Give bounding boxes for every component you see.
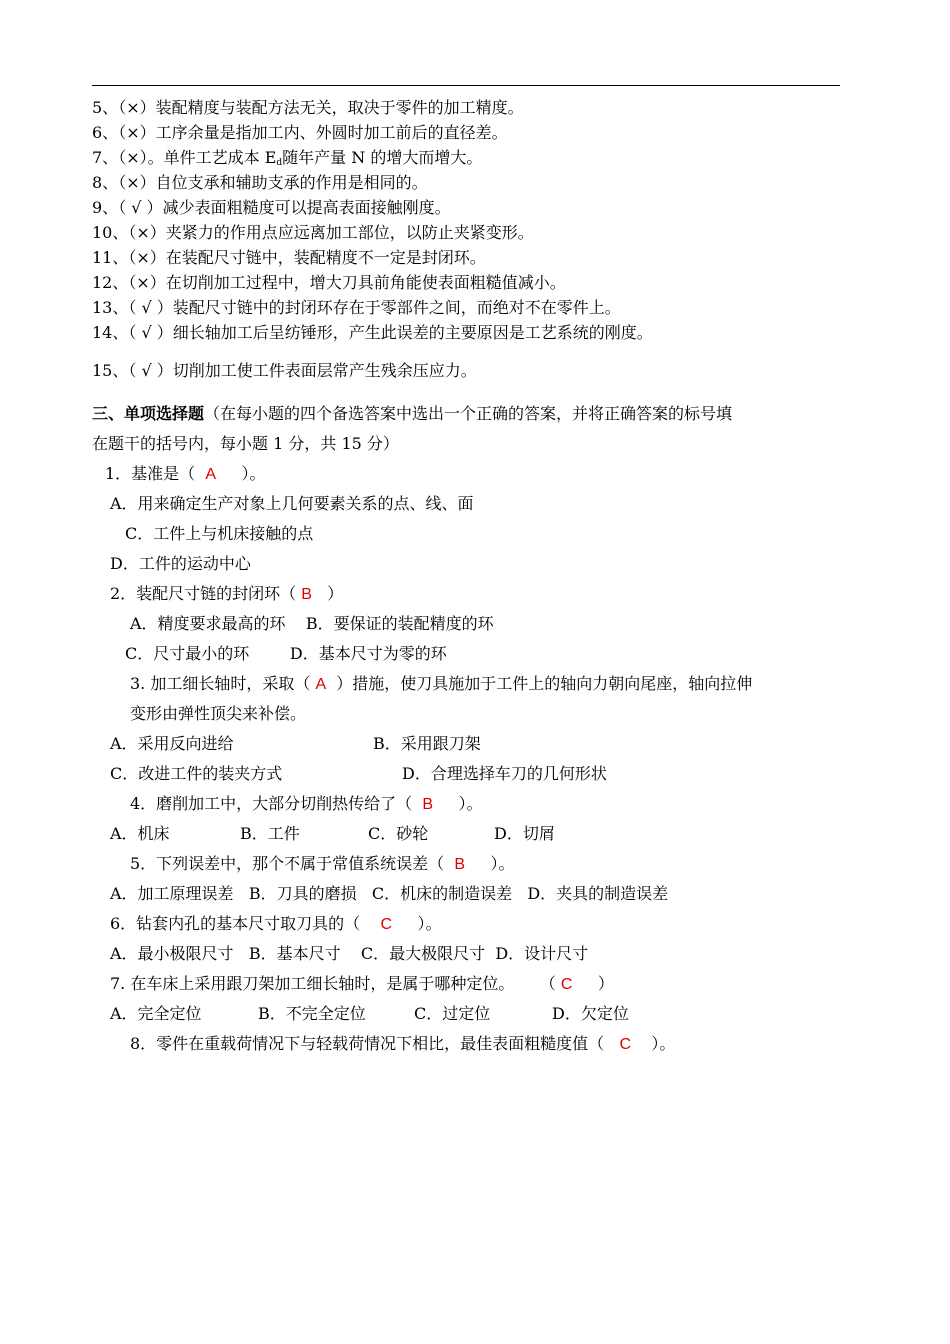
question-1: 1．基准是（ A ）。 xyxy=(105,464,266,483)
tf-item-9: 9、（ √ ）减少表面粗糙度可以提高表面接触刚度。 xyxy=(92,198,451,217)
q1-option-c: C．工件上与机床接触的点 xyxy=(125,524,314,543)
q2-options-cd: C．尺寸最小的环 D．基本尺寸为零的环 xyxy=(125,644,447,663)
question-3: 3. 加工细长轴时，采取（ A ）措施，使刀具施加于工件上的轴向力朝向尾座，轴向拉伸 xyxy=(130,674,753,693)
section-3-instructions: （在每小题的四个备选答案中选出一个正确的答案，并将正确答案的标号填 xyxy=(204,404,733,423)
q2-options-ab: A．精度要求最高的环 B．要保证的装配精度的环 xyxy=(130,614,494,633)
tf-item-13: 13、（ √ ）装配尺寸链中的封闭环存在于零部件之间，而绝对不在零件上。 xyxy=(92,298,621,317)
question-7: 7. 在车床上采用跟刀架加工细长轴时，是属于哪种定位。 （ C ） xyxy=(110,974,614,993)
tf-item-15: 15、（ √ ）切削加工使工件表面层常产生残余压应力。 xyxy=(92,361,477,380)
tf-item-14: 14、（ √ ）细长轴加工后呈纺锤形，产生此误差的主要原因是工艺系统的刚度。 xyxy=(92,323,653,342)
answer-5: B xyxy=(454,856,466,873)
q1-option-a: A．用来确定生产对象上几何要素关系的点、线、面 xyxy=(110,494,474,513)
tf-item-12: 12、（×）在切削加工过程中，增大刀具前角能使表面粗糙值减小。 xyxy=(92,273,566,292)
q7-option-a: A．完全定位 xyxy=(110,1004,202,1023)
header-rule xyxy=(92,85,840,86)
tf-item-6: 6、（×）工序余量是指加工内、外圆时加工前后的直径差。 xyxy=(92,123,508,142)
question-8: 8．零件在重载荷情况下与轻载荷情况下相比，最佳表面粗糙度值（ C ）。 xyxy=(130,1034,676,1053)
section-3-title: 三、单项选择题 xyxy=(92,404,205,423)
answer-8: C xyxy=(619,1036,632,1053)
answer-2: B xyxy=(301,586,312,603)
tf-item-10: 10、（×）夹紧力的作用点应远离加工部位，以防止夹紧变形。 xyxy=(92,223,534,242)
q1-option-d: D．工件的运动中心 xyxy=(110,554,251,573)
answer-3: A xyxy=(315,676,327,693)
q4-option-d: D．切屑 xyxy=(494,824,555,843)
q4-option-c: C．砂轮 xyxy=(368,824,429,843)
q3-option-b: B．采用跟刀架 xyxy=(373,734,481,753)
question-4: 4．磨削加工中，大部分切削热传给了（ B ）。 xyxy=(130,794,483,813)
answer-6: C xyxy=(380,916,393,933)
tf-item-5: 5、（×）装配精度与装配方法无关，取决于零件的加工精度。 xyxy=(92,98,524,117)
q7-option-c: C．过定位 xyxy=(414,1004,491,1023)
question-2: 2．装配尺寸链的封闭环（ B ） xyxy=(110,584,344,603)
q3-option-d: D．合理选择车刀的几何形状 xyxy=(402,764,607,783)
tf-item-8: 8、（×）自位支承和辅助支承的作用是相同的。 xyxy=(92,173,428,192)
q6-options: A．最小极限尺寸 B．基本尺寸 C．最大极限尺寸 D．设计尺寸 xyxy=(110,944,589,963)
answer-1: A xyxy=(205,466,217,483)
tf-item-7: 7、（×）。单件工艺成本 $E_d$随年产量 N 的增大而增大。 xyxy=(92,148,483,168)
q3-option-a: A．采用反向进给 xyxy=(110,734,234,753)
q7-option-b: B．不完全定位 xyxy=(258,1004,366,1023)
question-5: 5．下列误差中，那个不属于常值系统误差（ B ）。 xyxy=(130,854,515,873)
section-3-instructions-cont: 在题干的括号内，每小题 1 分，共 15 分） xyxy=(92,434,399,453)
q4-option-b: B．工件 xyxy=(240,824,300,843)
tf-item-11: 11、（×）在装配尺寸链中，装配精度不一定是封闭环。 xyxy=(92,248,486,267)
q7-option-d: D．欠定位 xyxy=(552,1004,629,1023)
section-3-heading xyxy=(92,403,732,425)
question-3-cont: 变形由弹性顶尖来补偿。 xyxy=(130,704,307,723)
answer-7: C xyxy=(560,976,573,993)
q3-option-c: C．改进工件的装夹方式 xyxy=(110,764,283,783)
question-6: 6．钻套内孔的基本尺寸取刀具的（ C ）。 xyxy=(110,914,442,933)
q4-option-a: A．机床 xyxy=(110,824,170,843)
q5-options: A．加工原理误差 B．刀具的磨损 C．机床的制造误差 D．夹具的制造误差 xyxy=(110,884,669,903)
answer-4: B xyxy=(422,796,434,813)
